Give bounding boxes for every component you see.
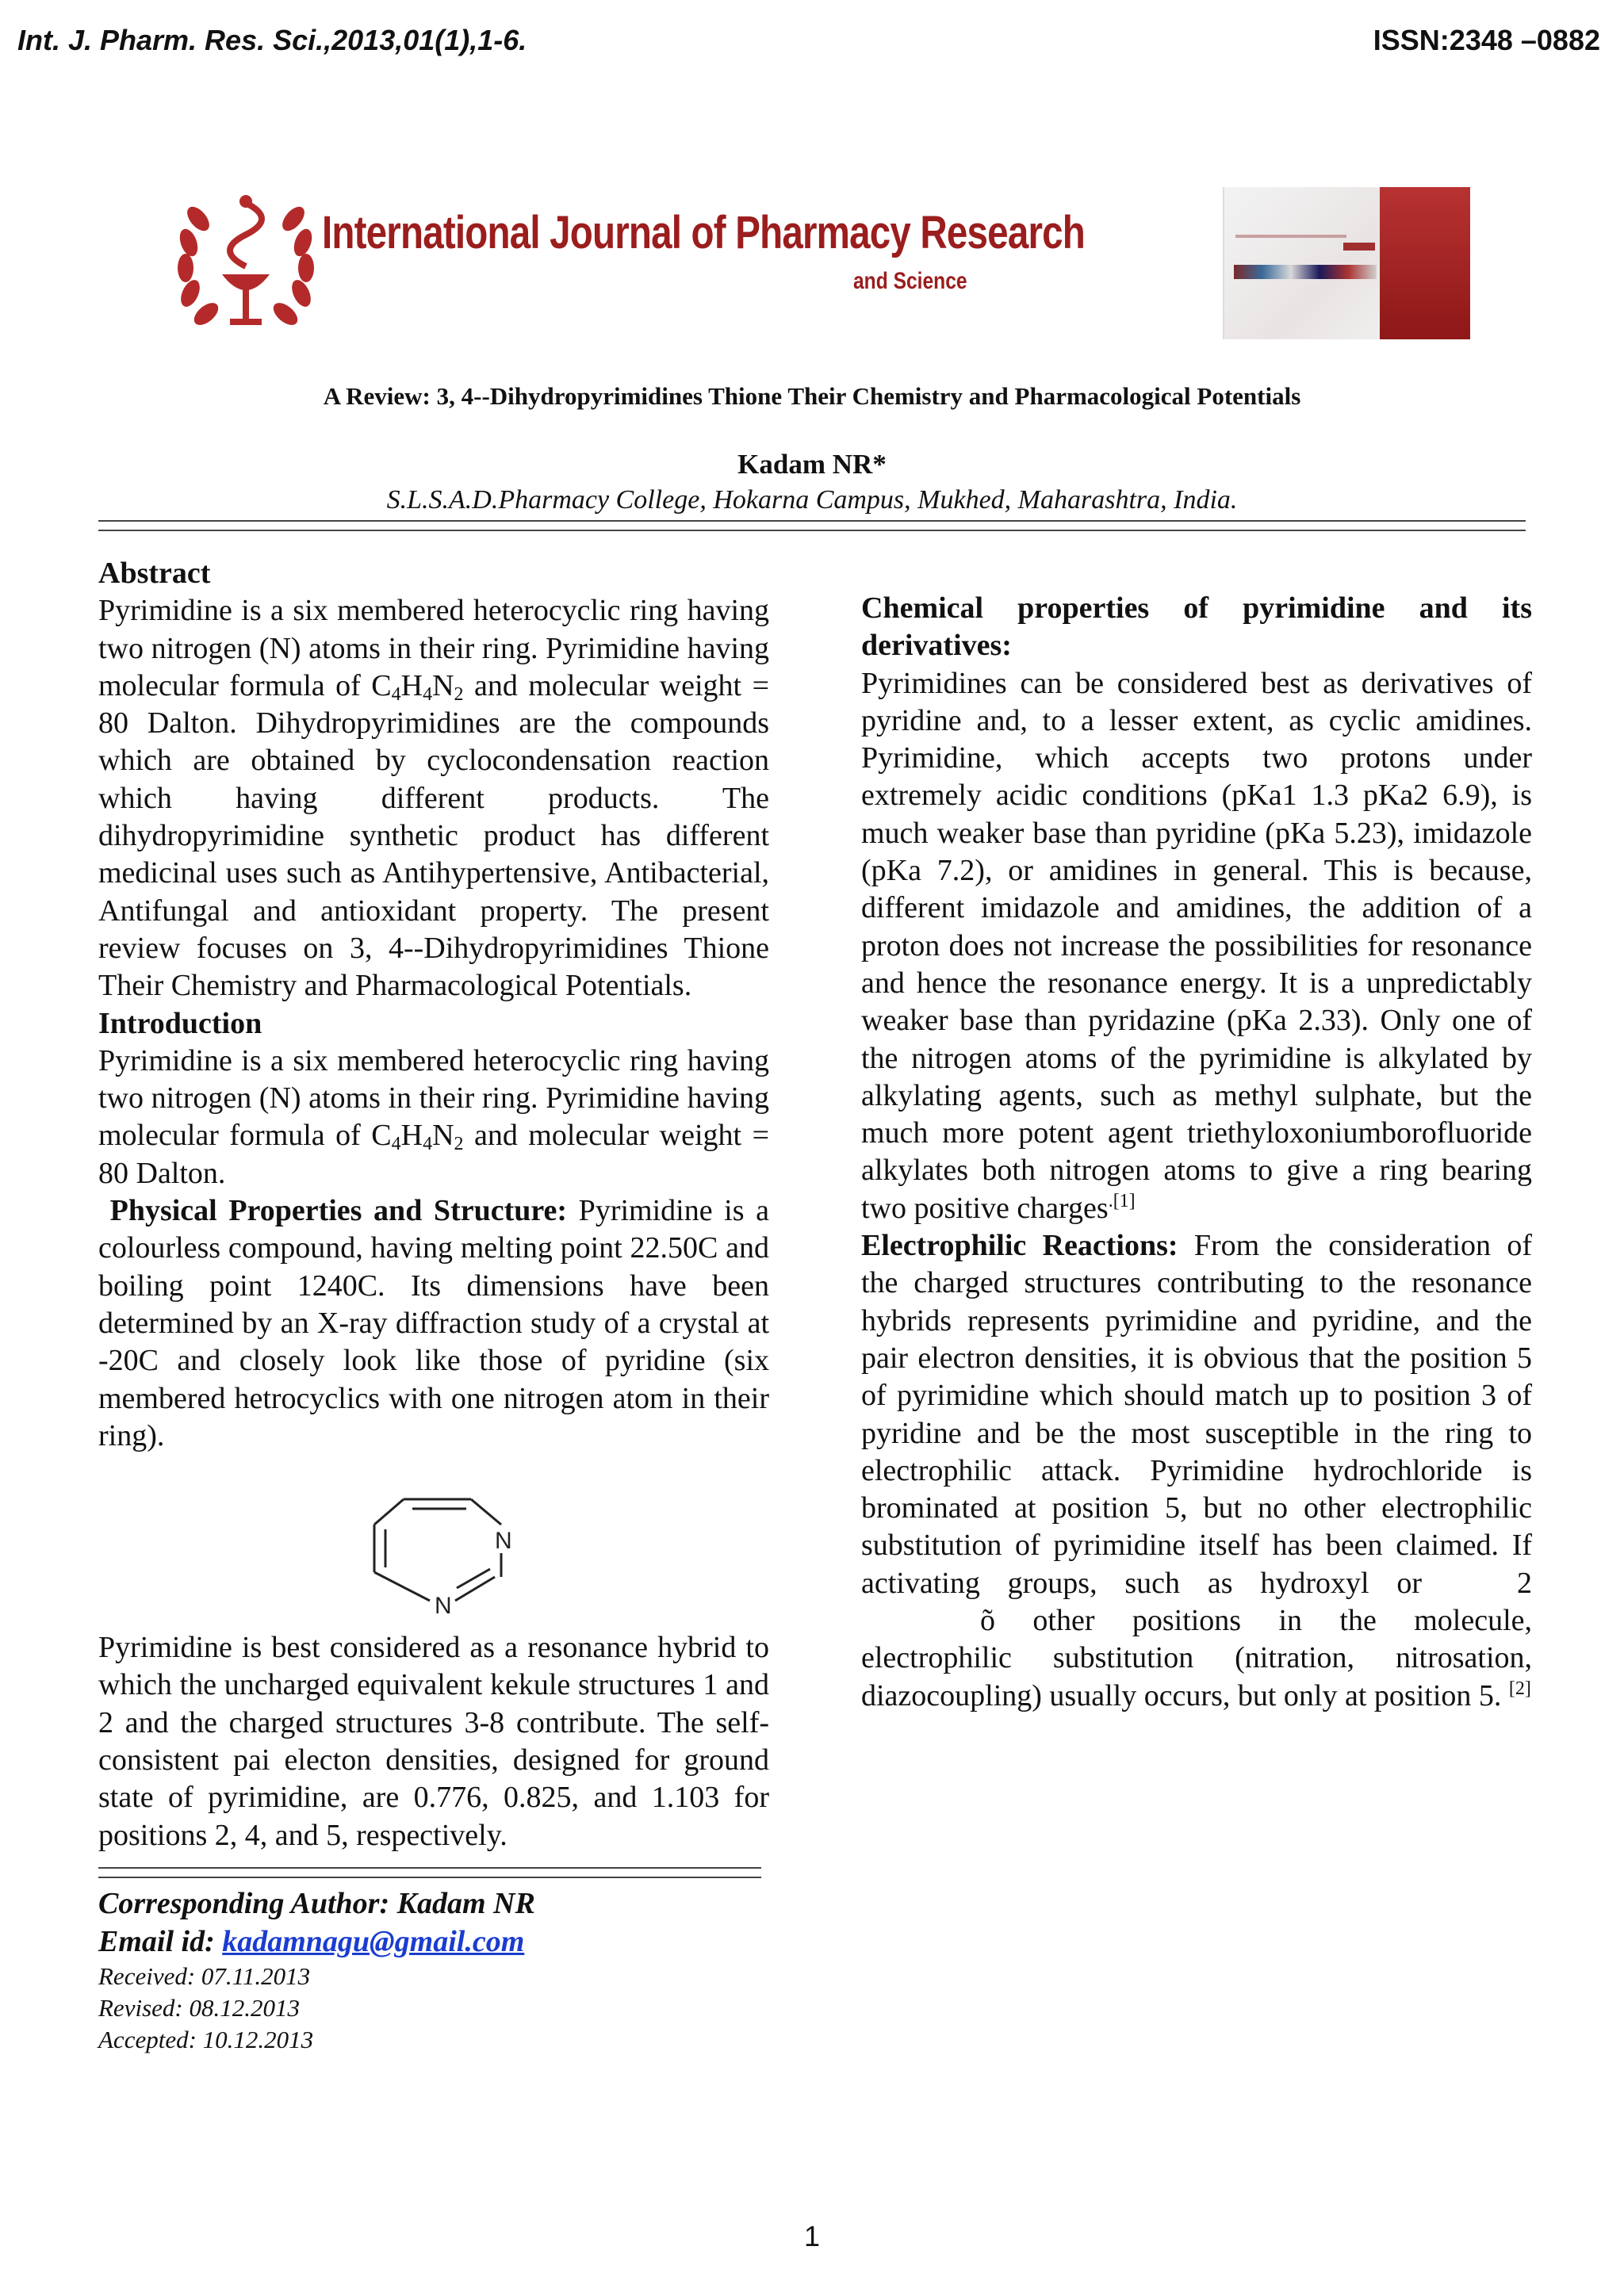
reference-2: [2] [1508, 1678, 1531, 1699]
abstract-text: Pyrimidine is a six membered heterocyclic ring having two nitrogen (N) atoms in their ring. Pyrimidine having molecular formula of $C_4H_4N_2$ and molecular weight = 80 Dalton. Dihydropyrimidines are the compounds which are obtained by cyclocondensation reaction which having different products. The dihydropyrimidine synthetic product has different medicinal uses such as Antihypertensive, Antibacterial, Antifungal and antioxidant property. The present review focuses on 3, 4--Dihydropyrimidines Thione Their Chemistry and Pharmacological Potentials. [98, 594, 770, 1003]
banner-title: International Journal of Pharmacy Research [322, 207, 1086, 258]
electrophilic-paragraph: Electrophilic Reactions: From the consideration of the charged structures contributing to the resonance hybrids represents pyrimidine and pyridine, and the pair electron densities, it is obvious that the position 5 of pyrimidine which should match up to position 3 of pyridine and be the most susceptible in the ring to electrophilic attack. Pyrimidine hydrochloride is brominated at position 5, but no other electrophilic substitution of pyrimidine itself has been claimed. If activating groups, such as hydroxyl or 2õ other positions in the molecule, electrophilic substitution (nitration, nitrosation, diazocoupling) usually occurs, but only at position 5. [2] [861, 1229, 1532, 1712]
journal-banner [163, 187, 1469, 339]
abstract-heading: Abstract [98, 557, 211, 590]
paper-title: A Review: 3, 4--Dihydropyrimidines Thione Their Chemistry and Pharmacological Potentials [323, 382, 1301, 410]
chemical-properties-text: Pyrimidines can be considered best as derivatives of pyridine and, to a lesser extent, as cyclic amidines. Pyrimidine, which accepts two protons under extremely acidic conditions (pKa1 1.3 pKa2 6.9), is much weaker base than pyridine (pKa 5.23), imidazole (pKa 7.2), or amidines in general. This is because, different imidazole and amidines, the addition of a proton does not increase the possibilities for resonance and hence the resonance energy. It is a unpredictably weaker base than pyridazine (pKa 2.33). Only one of the nitrogen atoms of the pyrimidine is alkylated by alkylating agents, such as methyl sulphate, but the much more potent agent triethyloxoniumborofluoride alkylates both nitrogen atoms to give a ring bearing two positive charges$^{.[1]}$ [861, 666, 1532, 1225]
physical-properties-paragraph: Physical Properties and Structure: Pyrimidine is a colourless compound, having melting point 22.50C and boiling point 1240C. Its dimensions have been determined by an X-ray diffraction study of a crystal at -20C and closely look like those of pyridine (six membered hetrocyclics with one nitrogen atom in their ring). [98, 1194, 769, 1452]
banner-cover-art [1223, 187, 1470, 339]
nitrogen-atom-label: N [435, 1593, 452, 1620]
email-line: Email id: kadamnagu@gmail.com [98, 1924, 525, 1958]
right-column [861, 590, 1532, 1715]
reference-1: .[1] [1108, 1190, 1136, 1211]
author-affiliation: S.L.S.A.D.Pharmacy College, Hokarna Campus, Mukhed, Maharashtra, India. [386, 485, 1238, 515]
corresponding-author: Corresponding Author: Kadam NR [98, 1886, 535, 1920]
email-link[interactable]: kadamnagu@gmail.com [222, 1924, 525, 1958]
header-divider [98, 520, 1526, 531]
banner-subtitle: and Science [853, 268, 967, 294]
pyrimidine-structure [98, 1455, 769, 1629]
caduceus-laurel-icon [167, 187, 325, 338]
electrophilic-heading: Electrophilic Reactions: [861, 1229, 1178, 1263]
received-date: Received: 07.11.2013 [98, 1961, 311, 1990]
page-number: 1 [803, 2220, 821, 2252]
left-column [98, 555, 769, 2056]
nitrogen-atom-label: N [495, 1528, 512, 1555]
journal-citation: Int. J. Pharm. Res. Sci.,2013,01(1),1-6. [17, 24, 527, 56]
resonance-paragraph: Pyrimidine is best considered as a resonance hybrid to which the uncharged equivalent kekule structures 1 and 2 and the charged structures 3-8 contribute. The self-consistent pai electon densities, designed for ground state of pyrimidine, are 0.776, 0.825, and 1.103 for positions 2, 4, and 5, respectively. [98, 1631, 769, 1852]
introduction-heading: Introduction [98, 1006, 262, 1040]
author-name: Kadam NR* [737, 449, 887, 480]
chemical-properties-heading: Chemical properties of pyrimidine and its derivatives: [861, 591, 1532, 663]
issn-number: ISSN:2348 –0882 [1373, 24, 1600, 56]
physical-properties-heading: Physical Properties and Structure: [109, 1194, 568, 1228]
introduction-text: Pyrimidine is a six membered heterocyclic ring having two nitrogen (N) atoms in their ring. Pyrimidine having molecular formula of $C_4H_4N_2$ and molecular weight = 80 Dalton. [98, 1043, 770, 1190]
footnote-divider [98, 1867, 761, 1878]
revised-date: Revised: 08.12.2013 [98, 1993, 300, 2022]
accepted-date: Accepted: 10.12.2013 [98, 2025, 314, 2053]
